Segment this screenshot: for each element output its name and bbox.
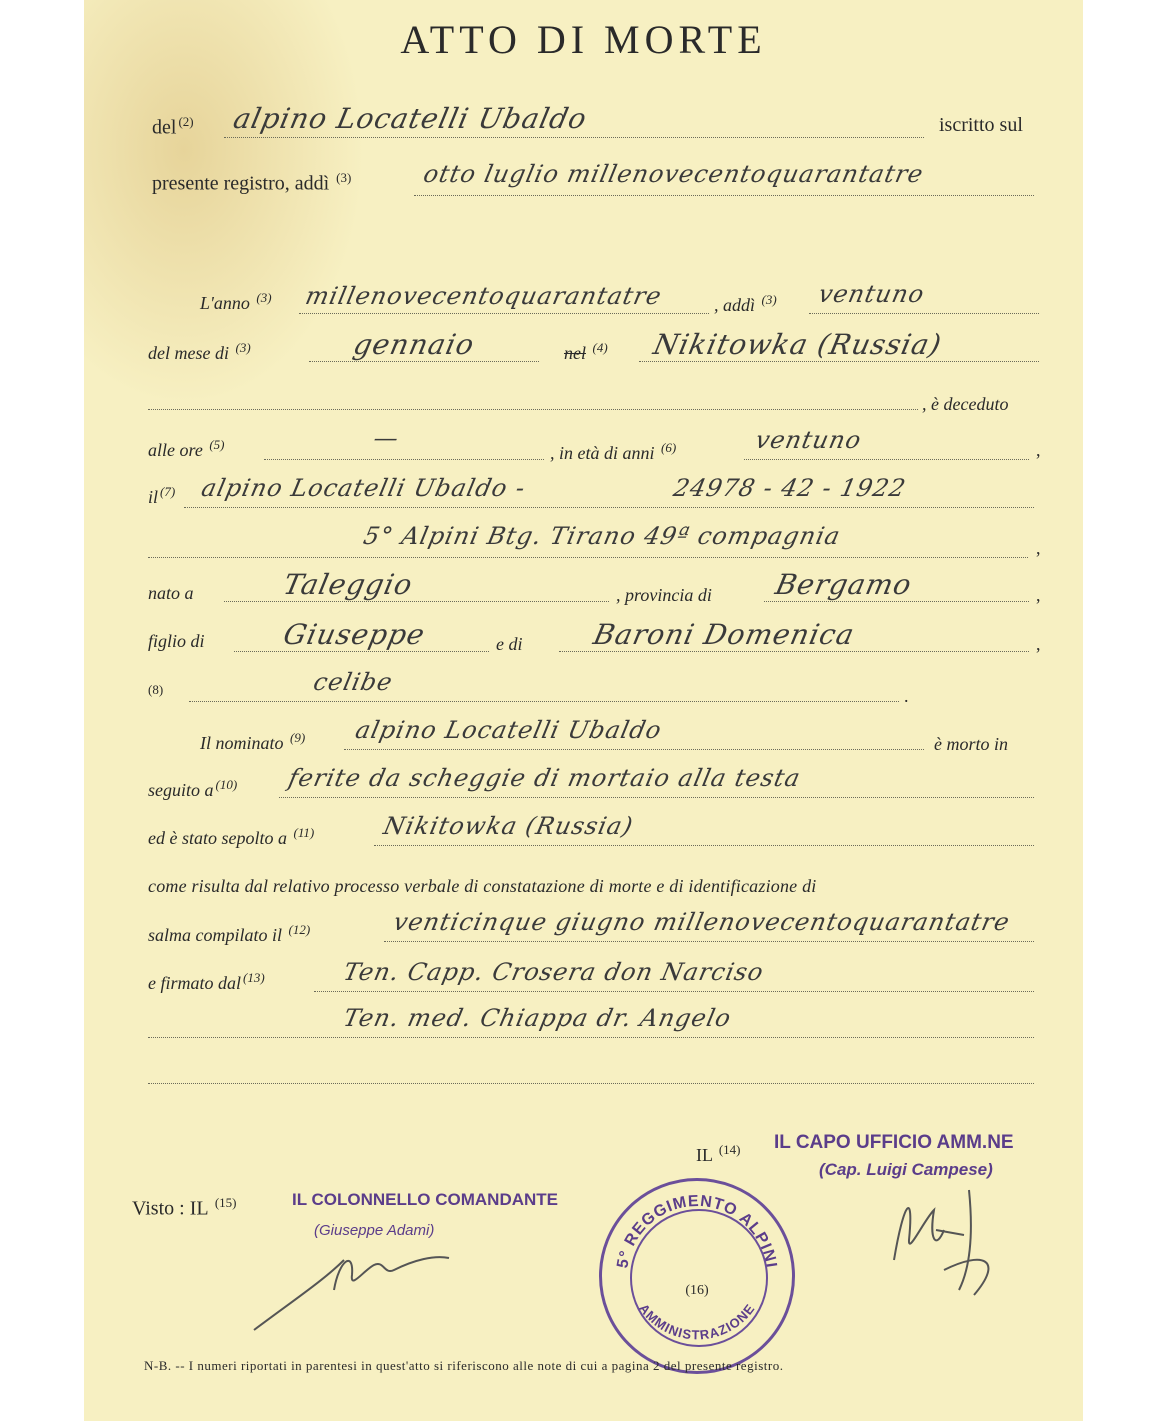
del-label: del $^{(2)}$ bbox=[152, 114, 194, 139]
dotted-line bbox=[809, 312, 1039, 314]
note-ref: (5) bbox=[209, 437, 225, 452]
dotted-line bbox=[148, 408, 918, 410]
note-ref: (16) bbox=[685, 1283, 709, 1298]
colonnello-signature-icon bbox=[234, 1230, 464, 1340]
mese-label: del mese di $^{(3)}$ bbox=[148, 340, 251, 363]
registration-date-value: otto luglio millenovecentoquarantatre bbox=[421, 160, 927, 188]
signer-1-value: Ten. Capp. Crosera don Narciso bbox=[341, 958, 767, 986]
footnote-text: N-B. -- I numeri riportati in parentesi in quest'atto si riferiscono alle note di cui a pagina 2 del presente registro. bbox=[144, 1358, 784, 1373]
registro-label: presente registro, addì $^{(3)}$ bbox=[152, 170, 352, 195]
unit-value: 5° Alpini Btg. Tirano 49ª compagnia bbox=[361, 522, 844, 550]
document-title: ATTO DI MORTE bbox=[400, 17, 767, 62]
provincia-label: , provincia di bbox=[616, 585, 712, 605]
colonnello-stamp: IL COLONNELLO COMANDANTE bbox=[292, 1190, 559, 1209]
deceased-id-value: alpino Locatelli Ubaldo - bbox=[199, 474, 529, 502]
province-value: Bergamo bbox=[772, 568, 916, 601]
deceduto-label: , è deceduto bbox=[922, 394, 1009, 414]
nominato-label: Il nominato $^{(9)}$ bbox=[200, 730, 306, 753]
visto-label: Visto : IL $^{(15)}$ bbox=[132, 1195, 237, 1220]
firmato-label: e firmato dal $^{(13)}$ bbox=[148, 970, 265, 993]
birthplace-value: Taleggio bbox=[280, 568, 416, 601]
dotted-line bbox=[148, 1082, 1034, 1084]
day-value: ventuno bbox=[816, 280, 928, 308]
father-value: Giuseppe bbox=[280, 618, 429, 651]
risulta-text: come risulta dal relativo processo verbale di constatazione di morte e di identificazione di bbox=[148, 876, 817, 896]
note-ref: (9) bbox=[290, 730, 306, 745]
named-person-value: alpino Locatelli Ubaldo bbox=[353, 716, 665, 744]
dotted-line bbox=[384, 940, 1034, 942]
note-ref: (4) bbox=[592, 340, 608, 355]
note-ref: (11) bbox=[293, 825, 315, 840]
capo-ufficio-stamp: IL CAPO UFFICIO AMM.NE bbox=[774, 1132, 1014, 1153]
capo-il-label: IL $^{(14)}$ bbox=[696, 1142, 741, 1165]
il-label: il $^{(7)}$ bbox=[148, 484, 176, 507]
note-ref: (10) bbox=[215, 777, 238, 792]
eta-label: , in età di anni $^{(6)}$ bbox=[550, 440, 677, 463]
note-ref: (12) bbox=[288, 922, 311, 937]
dotted-line bbox=[314, 990, 1034, 992]
signer-2-value: Ten. med. Chiappa dr. Angelo bbox=[341, 1004, 735, 1032]
dotted-line bbox=[344, 748, 924, 750]
regiment-seal-icon bbox=[599, 1178, 795, 1374]
note-ref: (3) bbox=[336, 170, 352, 185]
note-ref: (3) bbox=[761, 292, 777, 307]
cdi-label: e di bbox=[496, 634, 523, 654]
salma-label: salma compilato il $^{(12)}$ bbox=[148, 922, 311, 945]
note-ref: (8) bbox=[148, 682, 164, 697]
seguito-label: seguito a $^{(10)}$ bbox=[148, 777, 238, 800]
marital-status-value: celibe bbox=[311, 668, 396, 696]
seal-top-text: 5° REGGIMENTO ALPINI bbox=[614, 1192, 780, 1270]
matricola-value: 24978 - 42 - 1922 bbox=[671, 474, 909, 502]
dotted-line bbox=[224, 136, 924, 138]
anno-label: L'anno $^{(3)}$ bbox=[200, 290, 272, 313]
seal-bottom-text: AMMINISTRAZIONE bbox=[636, 1300, 758, 1343]
note-ref: (14) bbox=[718, 1142, 741, 1157]
death-certificate-page: ATTO DI MORTE del $^{(2)}$ alpino Locatelli Ubaldo iscritto sul presente registro, addì $^{(3)}$ otto luglio millenovecentoquarantatre L'anno $^{(3)}$ millenovecentoquarantatre , addì $^{(3)}$ ventuno del mese di $^{(3)}$ gennaio nel $^{(4)}$ Nikitowka (Russia) , è deceduto alle ore $^{(5)}$ — , in età di anni $^{(6)}$ ventuno , il $^{(7)}$ alpino Locatelli Ubaldo - 24978 - 42 - 1922 5° Alpini Btg. Tirano 49ª compagnia , nato a Taleggio , provincia di Bergamo , figlio di Giuseppe e di Baroni Domenica , (8) celibe . Il nominato $^{(9)}$ alpino Locatelli Ubaldo è morto in seguito a $^{(10)}$ ferite da scheggie di mortaio alla testa ed è stato sepolto a $^{(11)}$ Nikitowka (Russia) come risulta dal relativo processo verbale di constatazione di morte e di identificazione di salma compilato il $^{(12)}$ venticinque giugno millenovecentoquarantatre e firmato dal $^{(13)}$ Ten. Capp. Crosera don Narciso Ten. med. Chiappa dr. Angelo IL $^{(14)}$ IL CAPO UFFICIO AMM.NE (Cap. Luigi Campese) Visto : IL $^{(15)}$ IL COLONNELLO COMANDANTE (Giuseppe Adami) 5° REGGIMENTO ALPINI AMMINISTRAZIONE (16) N-B. -- I numeri riportati in parentesi in quest'atto si riferiscono alle note di cui a pagina 2 del presente registro. bbox=[84, 0, 1083, 1421]
capo-signature-icon bbox=[874, 1180, 1024, 1310]
dotted-line bbox=[279, 796, 1034, 798]
note-ref: (2) bbox=[178, 114, 194, 129]
burial-place-value: Nikitowka (Russia) bbox=[381, 812, 636, 840]
morto-label: è morto in bbox=[934, 734, 1008, 754]
dotted-line bbox=[264, 458, 544, 460]
dotted-line bbox=[299, 312, 709, 314]
addi-label: , addì $^{(3)}$ bbox=[714, 292, 777, 315]
mother-value: Baroni Domenica bbox=[590, 618, 858, 651]
dotted-line bbox=[184, 506, 1034, 508]
capo-ufficio-name: (Cap. Luigi Campese) bbox=[819, 1160, 993, 1179]
nato-label: nato a bbox=[148, 583, 194, 603]
dotted-line bbox=[189, 700, 899, 702]
note-ref: (3) bbox=[256, 290, 272, 305]
figlio-label: figlio di bbox=[148, 631, 205, 651]
note-ref: (6) bbox=[661, 440, 677, 455]
report-date-value: venticinque giugno millenovecentoquarantatre bbox=[391, 908, 1013, 936]
note-ref: (15) bbox=[214, 1195, 237, 1210]
month-value: gennaio bbox=[350, 328, 478, 361]
place-of-death-value: Nikitowka (Russia) bbox=[650, 328, 945, 361]
ore-label: alle ore $^{(5)}$ bbox=[148, 437, 225, 460]
colonnello-name: (Giuseppe Adami) bbox=[314, 1222, 435, 1239]
cause-of-death-value: ferite da scheggie di mortaio alla testa bbox=[286, 764, 804, 792]
iscritto-label: iscritto sul bbox=[939, 114, 1023, 136]
hour-value: — bbox=[371, 424, 402, 452]
note-ref: (7) bbox=[160, 484, 176, 499]
dotted-line bbox=[148, 556, 1028, 558]
note-ref: (3) bbox=[235, 340, 251, 355]
year-value: millenovecentoquarantatre bbox=[303, 282, 665, 310]
dotted-line bbox=[414, 194, 1034, 196]
dotted-line bbox=[744, 458, 1029, 460]
deceased-name-value: alpino Locatelli Ubaldo bbox=[230, 102, 591, 135]
note-ref: (13) bbox=[243, 970, 265, 985]
nel-label: nel $^{(4)}$ bbox=[564, 340, 608, 363]
dotted-line bbox=[148, 1036, 1034, 1038]
dotted-line bbox=[374, 844, 1034, 846]
age-value: ventuno bbox=[753, 426, 865, 454]
sepolto-label: ed è stato sepolto a $^{(11)}$ bbox=[148, 825, 315, 848]
